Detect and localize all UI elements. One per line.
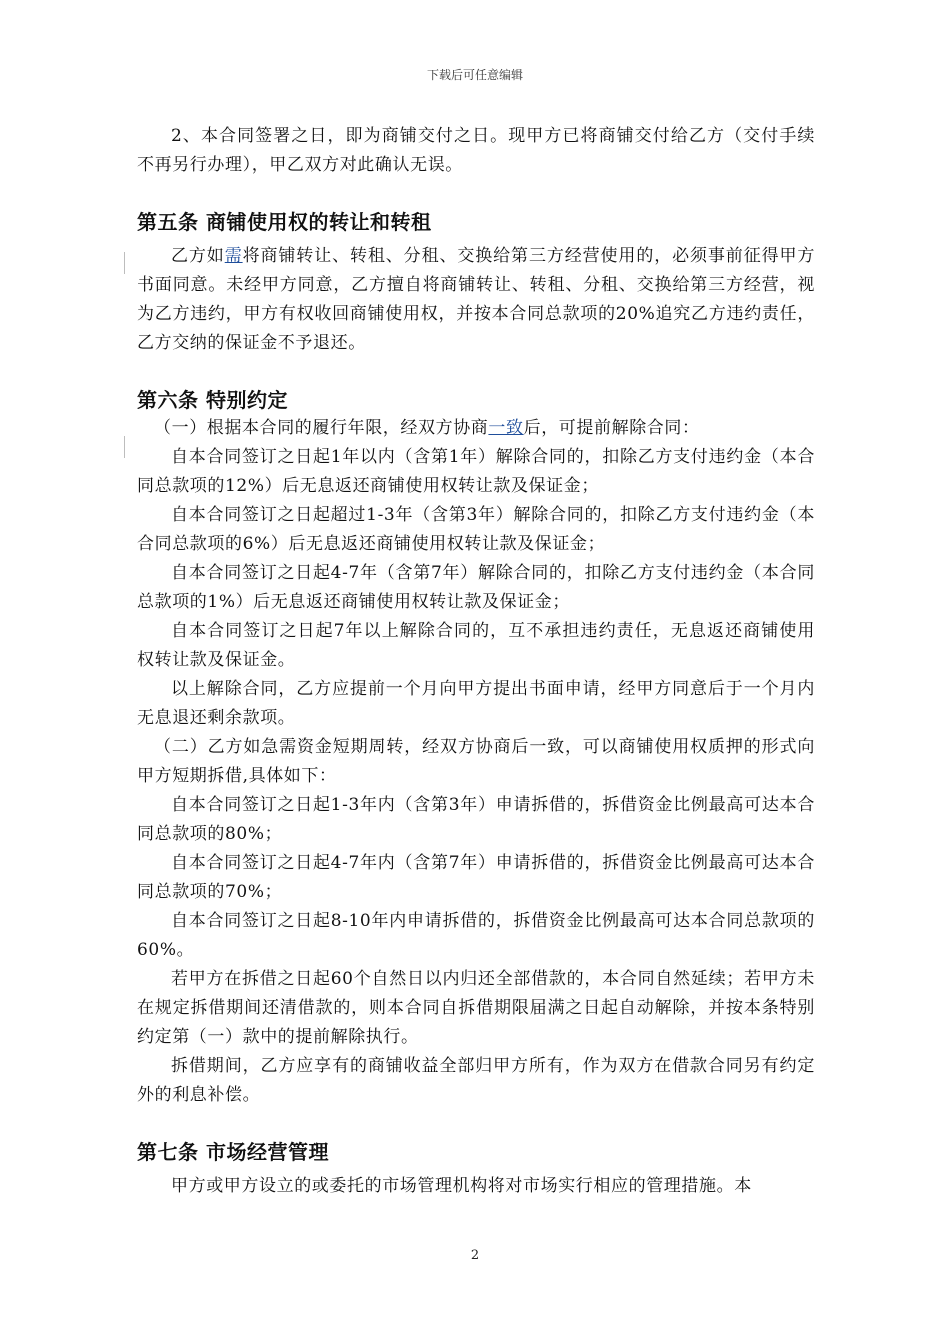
section-6-item-1 [137, 414, 815, 443]
clause-paragraph: 自本合同签订之日起4-7年内（含第7年）申请拆借的，拆借资金比例最高可达本合同总款项的70%； [137, 853, 815, 902]
clause-paragraph: 自本合同签订之日起8-10年内申请拆借的，拆借资金比例最高可达本合同总款项的60%。 [137, 911, 815, 960]
section-5-title: 第五条 商铺使用权的转让和转租 [137, 210, 432, 234]
page-header: 下载后可任意编辑 [426, 68, 523, 82]
clause-paragraph: 自本合同签订之日起1年以内（含第1年）解除合同的，扣除乙方支付违约金（本合同总款项的12%）后无息返还商铺使用权转让款及保证金； [137, 447, 815, 496]
clause-paragraph: 自本合同签订之日起4-7年（含第7年）解除合同的，扣除乙方支付违约金（本合同总款项的1%）后无息返还商铺使用权转让款及保证金； [137, 563, 815, 612]
revision-bar [124, 252, 125, 274]
page-number: 2 [470, 1248, 480, 1263]
section-5-paragraph [137, 242, 815, 358]
section-6-title: 第六条 特别约定 [137, 388, 288, 412]
section-6-item-2: （二）乙方如急需资金短期周转，经双方协商后一致，可以商铺使用权质押的形式向甲方短期拆借,具体如下： [137, 737, 815, 786]
text-run: 将商铺转让、转租、分租、交换给第三方经营使用的，必须事前征得甲方书面同意。未经甲方同意，乙方擅自将商铺转让、转租、分租、交换给第三方经营，视为乙方违约，甲方有权收回商铺使用权，并按本合同总款项的20%追究乙方违约责任，乙方交纳的保证金不予退还。 [137, 246, 815, 353]
clause-paragraph: 若甲方在拆借之日起60个自然日以内归还全部借款的，本合同自然延续；若甲方未在规定拆借期间还清借款的，则本合同自拆借期限届满之日起自动解除，并按本条特别约定第（一）款中的提前解除执行。 [137, 969, 815, 1047]
clause-paragraph: 自本合同签订之日起超过1-3年（含第3年）解除合同的，扣除乙方支付违约金（本合同总款项的6%）后无息返还商铺使用权转让款及保证金； [137, 505, 815, 554]
clause-paragraph: 以上解除合同，乙方应提前一个月向甲方提出书面申请，经甲方同意后于一个月内无息退还剩余款项。 [137, 679, 815, 728]
clause-paragraph: 自本合同签订之日起1-3年内（含第3年）申请拆借的，拆借资金比例最高可达本合同总款项的80%； [137, 795, 815, 844]
document-body [137, 122, 815, 1201]
comment-link[interactable]: 需 [224, 246, 243, 266]
text-run: （一）根据本合同的履行年限，经双方协商 [154, 418, 489, 438]
text-run: 乙方如 [171, 246, 225, 266]
comment-link[interactable]: 一致 [488, 418, 524, 438]
clause-paragraph: 自本合同签订之日起7年以上解除合同的，互不承担违约责任，无息返还商铺使用权转让款及保证金。 [137, 621, 815, 670]
revision-bar [124, 436, 125, 458]
clause-paragraph: 甲方或甲方设立的或委托的市场管理机构将对市场实行相应的管理措施。本 [171, 1176, 752, 1196]
text-run: 后，可提前解除合同： [523, 418, 700, 438]
clause-paragraph: 2、本合同签署之日，即为商铺交付之日。现甲方已将商铺交付给乙方（交付手续不再另行办理），甲乙双方对此确认无误。 [137, 126, 815, 175]
section-7-title: 第七条 市场经营管理 [137, 1140, 329, 1164]
clause-paragraph: 拆借期间，乙方应享有的商铺收益全部归甲方所有，作为双方在借款合同另有约定外的利息补偿。 [137, 1056, 815, 1105]
